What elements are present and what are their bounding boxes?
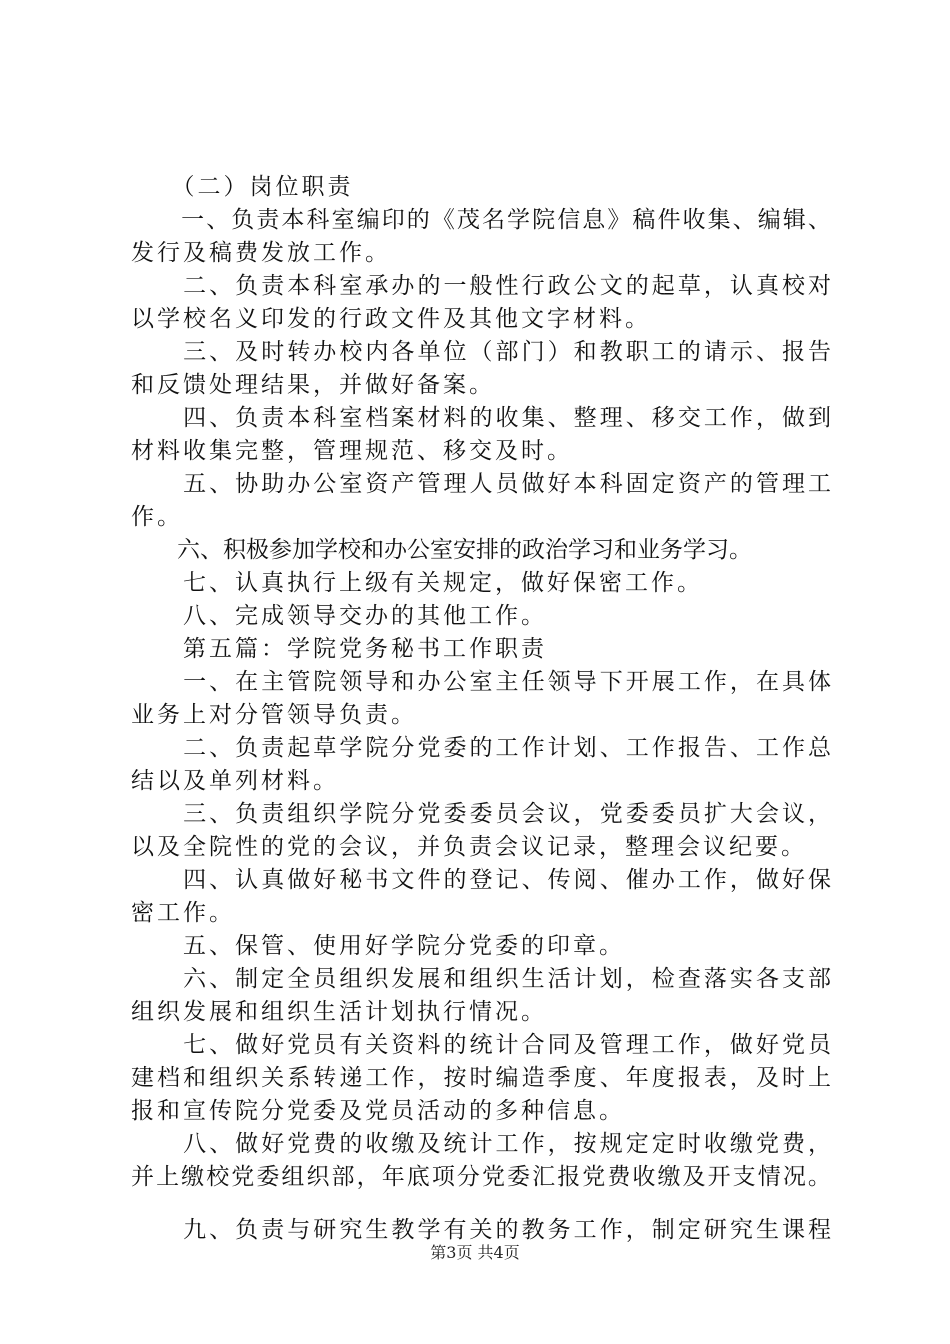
text-line: 二、负责起草学院分党委的工作计划、工作报告、工作总 <box>131 735 835 761</box>
text-line: 四、负责本科室档案材料的收集、整理、移交工作，做到 <box>131 405 835 431</box>
text-line: 材料收集完整，管理规范、移交及时。 <box>131 438 573 464</box>
text-line: 密工作。 <box>131 900 235 926</box>
text-line: 三、负责组织学院分党委委员会议，党委委员扩大会议， <box>131 801 835 827</box>
text-line: 七、做好党员有关资料的统计合同及管理工作，做好党员 <box>131 1032 835 1058</box>
text-line: 以及全院性的党的会议，并负责会议记录，整理会议纪要。 <box>131 834 807 860</box>
text-line: 五、保管、使用好学院分党委的印章。 <box>131 933 625 959</box>
text-line: 七、认真执行上级有关规定，做好保密工作。 <box>131 570 703 596</box>
text-line: 以学校名义印发的行政文件及其他文字材料。 <box>131 306 651 332</box>
text-line: 一、负责本科室编印的《茂名学院信息》稿件收集、编辑、 <box>131 207 833 233</box>
text-line: 组织发展和组织生活计划执行情况。 <box>131 999 547 1025</box>
text-line: 三、及时转办校内各单位（部门）和教职工的请示、报告 <box>131 339 835 365</box>
text-line: 八、完成领导交办的其他工作。 <box>131 603 547 629</box>
text-line: 四、认真做好秘书文件的登记、传阅、催办工作，做好保 <box>131 867 835 893</box>
text-line: 八、做好党费的收缴及统计工作，按规定定时收缴党费， <box>131 1131 835 1157</box>
page-number-label: 第3页 共4页 <box>430 1243 520 1262</box>
text-line: 六、制定全员组织发展和组织生活计划，检查落实各支部 <box>131 966 835 992</box>
text-line: 发行及稿费发放工作。 <box>131 240 391 266</box>
page-footer <box>0 1243 950 1263</box>
text-line: 二、负责本科室承办的一般性行政公文的起草，认真校对 <box>131 273 835 299</box>
text-line: 业务上对分管领导负责。 <box>131 702 417 728</box>
text-line: 六、积极参加学校和办公室安排的政治学习和业务学习。 <box>131 537 752 563</box>
text-line: 并上缴校党委组织部，年底项分党委汇报党费收缴及开支情况。 <box>131 1164 833 1190</box>
text-line: 建档和组织关系转递工作，按时编造季度、年度报表，及时上 <box>131 1065 835 1091</box>
text-line: 五、协助办公室资产管理人员做好本科固定资产的管理工 <box>131 471 835 497</box>
text-line: 九、负责与研究生教学有关的教务工作，制定研究生课程 <box>131 1217 835 1243</box>
text-line: 和反馈处理结果，并做好备案。 <box>131 372 495 398</box>
text-line: 报和宣传院分党委及党员活动的多种信息。 <box>131 1098 625 1124</box>
text-line: （二）岗位职责 <box>131 174 354 200</box>
text-line: 作。 <box>131 504 183 530</box>
text-line: 结以及单列材料。 <box>131 768 339 794</box>
text-line: 一、在主管院领导和办公室主任领导下开展工作，在具体 <box>131 669 835 695</box>
text-line: 第五篇：学院党务秘书工作职责 <box>131 636 547 662</box>
